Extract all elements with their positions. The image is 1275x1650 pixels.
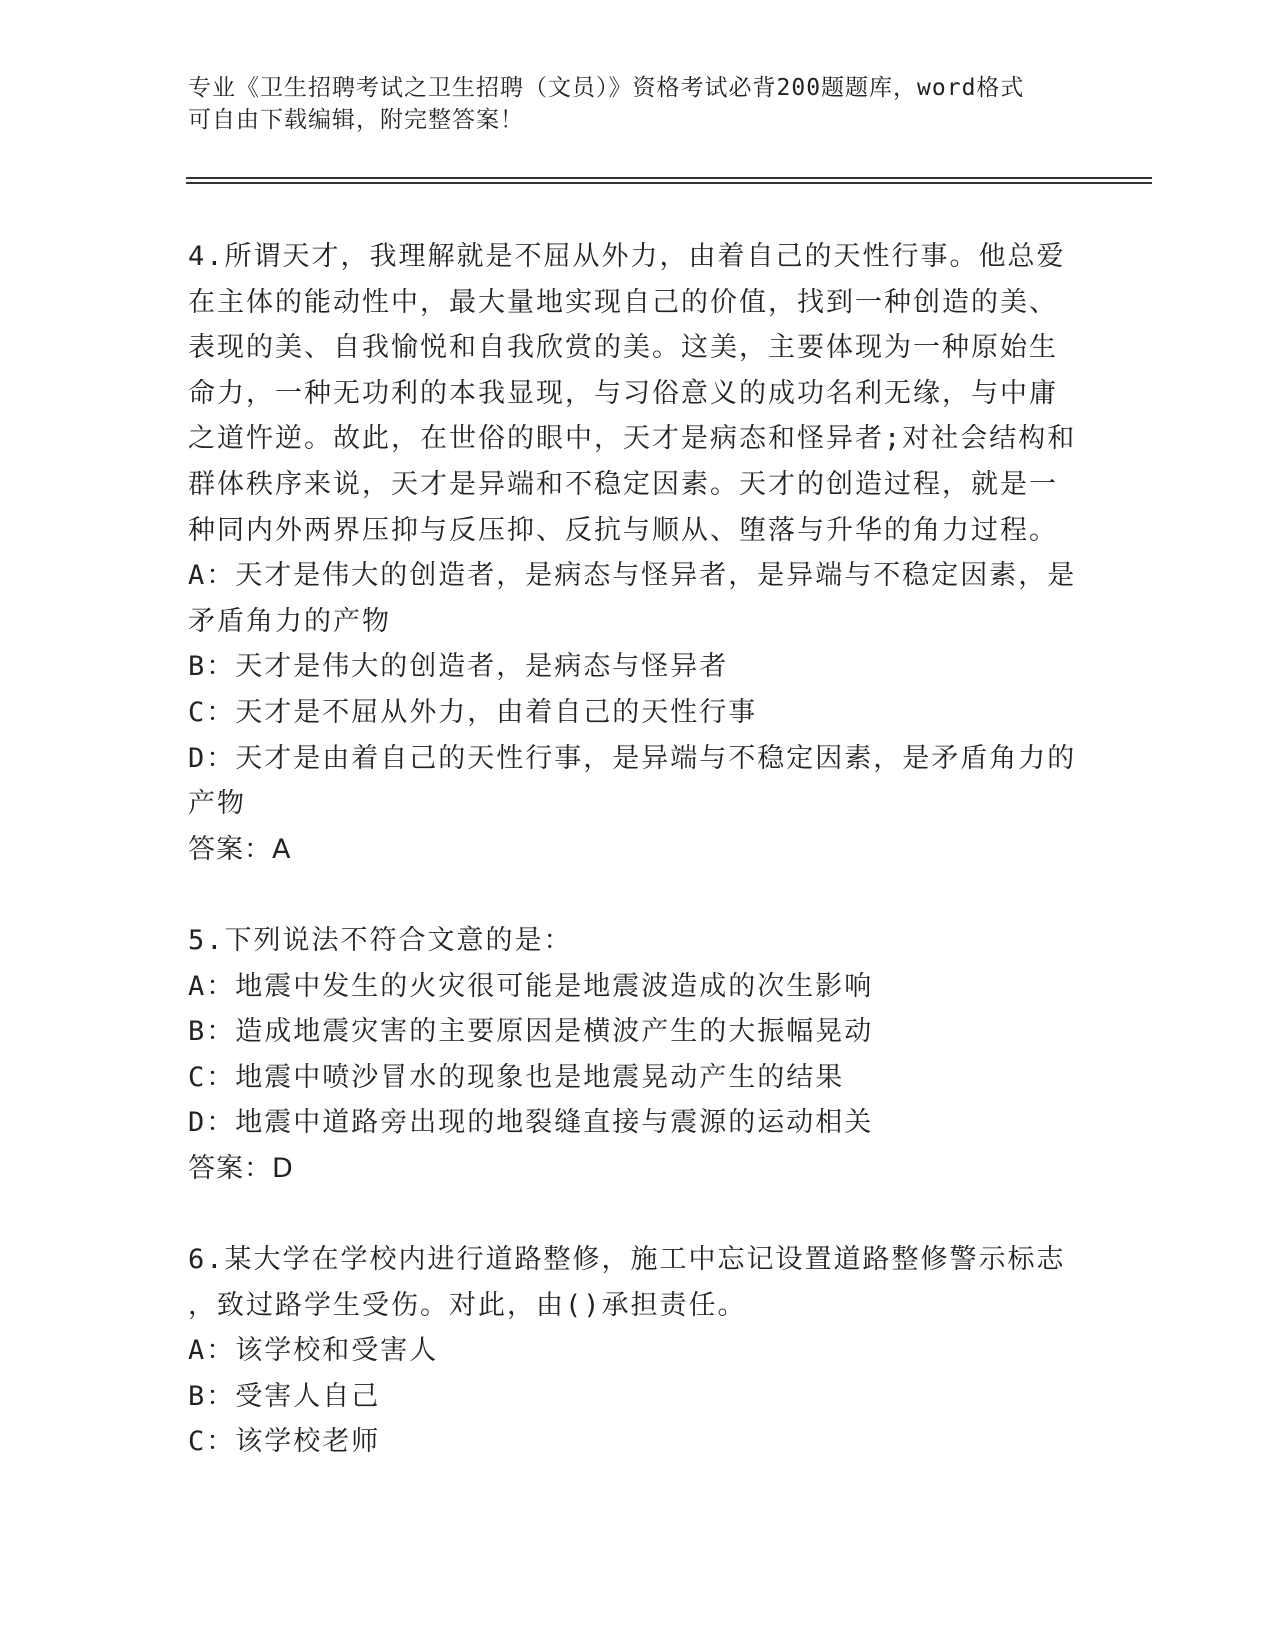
question-4: [188, 234, 1088, 872]
question-6: [188, 1237, 1088, 1465]
option-c-line: C：地震中喷沙冒水的现象也是地震晃动产生的结果: [188, 1061, 845, 1093]
option-a-line: 矛盾角力的产物: [188, 605, 391, 637]
question-stem-line: 命力，一种无功利的本我显现，与习俗意义的成功名利无缘，与中庸: [188, 377, 1058, 409]
option-d-line: 产物: [188, 788, 246, 820]
answer-line: 答案：D: [188, 1152, 294, 1184]
header-divider-bottom: [186, 182, 1152, 184]
option-c-line: C：该学校老师: [188, 1426, 381, 1458]
question-stem-line: 表现的美、自我愉悦和自我欣赏的美。这美，主要体现为一种原始生: [188, 332, 1058, 364]
option-c-line: C：天才是不屈从外力，由着自己的天性行事: [188, 696, 758, 728]
answer-line: 答案：A: [188, 833, 292, 865]
header-divider-top: [186, 177, 1152, 179]
option-d-line: D：天才是由着自己的天性行事，是异端与不稳定因素，是矛盾角力的: [188, 742, 1077, 774]
option-b-line: B：天才是伟大的创造者，是病态与怪异者: [188, 651, 729, 683]
option-a-line: A：天才是伟大的创造者，是病态与怪异者，是异端与不稳定因素，是: [188, 560, 1077, 592]
document-header: [188, 72, 1068, 136]
question-stem-line: 4.所谓天才，我理解就是不屈从外力，由着自己的天性行事。他总爱: [188, 241, 1066, 272]
question-5: [188, 918, 1088, 1192]
option-a-line: A：该学校和受害人: [188, 1335, 439, 1367]
question-stem-line: 之道忤逆。故此，在世俗的眼中，天才是病态和怪异者;对社会结构和: [188, 423, 1077, 455]
question-list: [188, 234, 1088, 1465]
question-spacer: [188, 872, 1088, 918]
option-b-line: B：受害人自己: [188, 1380, 381, 1412]
question-stem-line: 种同内外两界压抑与反压抑、反抗与顺从、堕落与升华的角力过程。: [188, 514, 1058, 546]
header-line-2: 可自由下载编辑，附完整答案！: [188, 107, 524, 133]
question-stem-line: 6.某大学在学校内进行道路整修，施工中忘记设置道路整修警示标志: [188, 1244, 1066, 1276]
question-stem-line: ，致过路学生受伤。对此，由()承担责任。: [188, 1289, 747, 1321]
option-d-line: D：地震中道路旁出现的地裂缝直接与震源的运动相关: [188, 1107, 874, 1139]
option-a-line: A：地震中发生的火灾很可能是地震波造成的次生影响: [188, 970, 874, 1002]
option-b-line: B：造成地震灾害的主要原因是横波产生的大振幅晃动: [188, 1016, 874, 1048]
question-stem-line: 5.下列说法不符合文意的是：: [188, 924, 573, 956]
question-stem-line: 群体秩序来说，天才是异端和不稳定因素。天才的创造过程，就是一: [188, 468, 1058, 500]
question-spacer: [188, 1191, 1088, 1237]
header-line-1: 专业《卫生招聘考试之卫生招聘（文员）》资格考试必背200题题库，word格式: [188, 75, 1025, 101]
question-stem-line: 在主体的能动性中，最大量地实现自己的价值，找到一种创造的美、: [188, 286, 1058, 318]
